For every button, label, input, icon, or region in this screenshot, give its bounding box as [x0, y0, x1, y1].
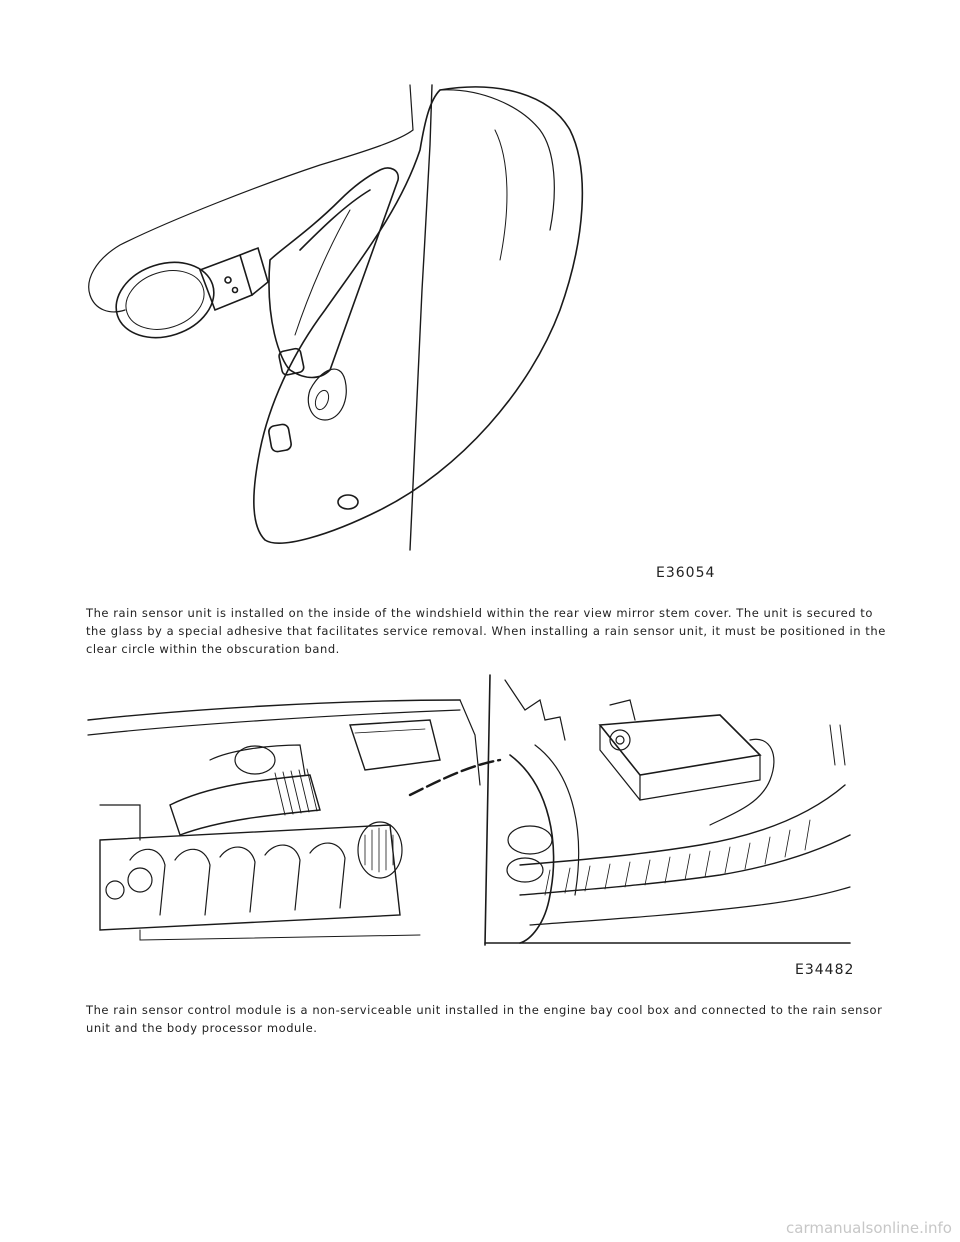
mirror-stem — [269, 168, 398, 377]
control-module — [600, 715, 760, 775]
sensor-cover-inner — [118, 261, 211, 339]
adjust-knob — [268, 423, 292, 452]
paragraph-control-module: The rain sensor control module is a non-serviceable unit installed in the engine bay cool box and connected to the rain sensor unit and the body processor module. — [86, 1003, 883, 1035]
windshield-outline — [89, 85, 413, 312]
mount-knob — [338, 495, 358, 509]
figure-label-2: E34482 — [795, 962, 855, 978]
mirror-body — [254, 87, 583, 543]
engine-bay-view — [88, 700, 500, 940]
figure-label-1: E36054 — [656, 565, 716, 581]
intake-manifold — [100, 825, 400, 930]
mirror-illustration — [80, 70, 720, 590]
watermark-text: carmanualsonline.info — [786, 1219, 952, 1237]
paragraph-rain-sensor-unit: The rain sensor unit is installed on the inside of the windshield within the rear view mirror stem cover. The unit is secured to the glass by a special adhesive that facilitates service removal. When installing a rain sensor unit, it must be positioned in the clear circle within the obscuration band. — [86, 606, 886, 656]
sensor-cover-oval — [106, 250, 223, 349]
callout-line — [410, 760, 500, 795]
intake-hose — [170, 775, 320, 835]
control-module-view — [505, 680, 850, 943]
engine-bay-illustration — [80, 665, 870, 990]
